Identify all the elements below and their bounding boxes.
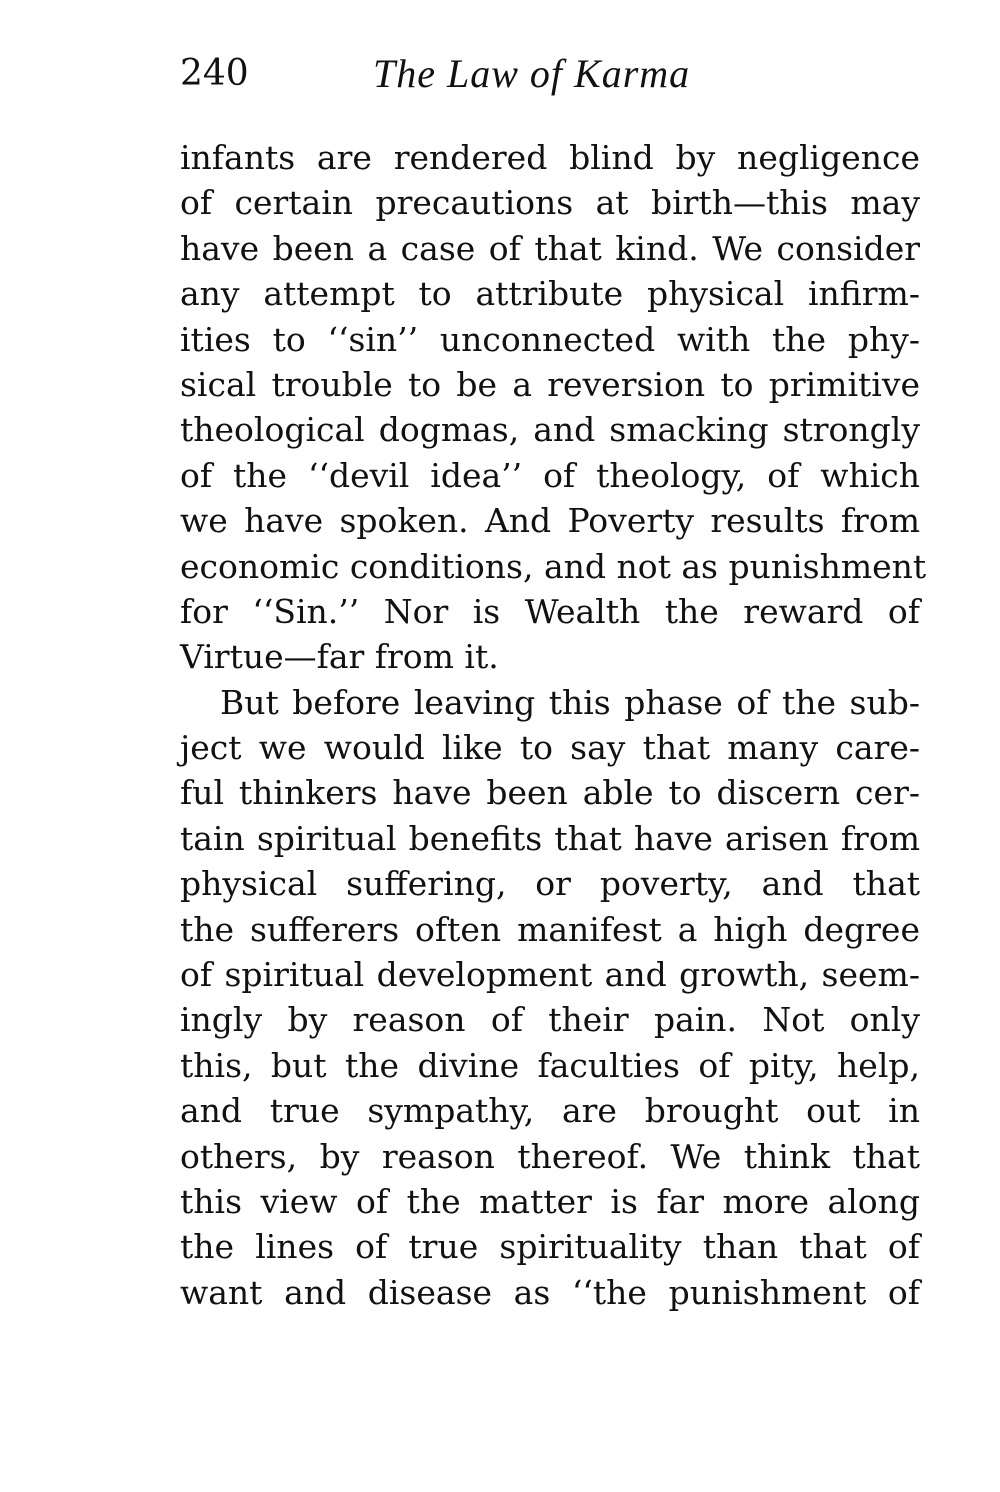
text-line: of spiritual development and growth, seem- xyxy=(180,955,920,995)
text-line: the lines of true spirituality than that of xyxy=(180,1227,920,1267)
paragraph-1 xyxy=(180,135,927,680)
text-line: this, but the divine faculties of pity, help, xyxy=(180,1045,920,1085)
text-line: sical trouble to be a reversion to primitive xyxy=(180,364,920,404)
text-line: and true sympathy, are brought out in xyxy=(180,1091,920,1131)
text-line: But before leaving this phase of the sub- xyxy=(220,682,920,722)
text-line: ities to ‘‘sin’’ unconnected with the phy- xyxy=(180,319,920,359)
text-line: the sufferers often manifest a high degree xyxy=(180,909,920,949)
text-line: physical suffering, or poverty, and that xyxy=(180,864,920,904)
paragraph-2 xyxy=(180,680,920,1315)
text-line: of certain precautions at birth—this may xyxy=(180,183,920,223)
text-line: theological dogmas, and smacking strongly xyxy=(180,410,920,450)
text-line: for ‘‘Sin.’’ Nor is Wealth the reward of xyxy=(180,591,920,631)
text-line: any attempt to attribute physical infirm- xyxy=(180,274,920,314)
page-number: 240 xyxy=(180,53,249,94)
body-text xyxy=(180,135,927,1315)
text-line: others, by reason thereof. We think that xyxy=(180,1136,920,1176)
text-line: Virtue—far from it. xyxy=(180,637,499,677)
text-line: of the ‘‘devil idea’’ of theology, of which xyxy=(180,455,920,495)
running-head: The Law of Karma xyxy=(373,51,691,96)
text-line: have been a case of that kind. We consider xyxy=(180,228,920,268)
text-line: tain spiritual benefits that have arisen from xyxy=(180,818,920,858)
text-line: infants are rendered blind by negligence xyxy=(180,138,920,177)
text-line: we have spoken. And Poverty results from xyxy=(180,501,920,541)
text-line: this view of the matter is far more along xyxy=(180,1181,920,1221)
page-header xyxy=(180,46,920,102)
text-line: ful thinkers have been able to discern cer- xyxy=(180,773,920,813)
text-line: ingly by reason of their pain. Not only xyxy=(180,1000,920,1040)
text-line: want and disease as ‘‘the punishment of xyxy=(180,1272,920,1312)
text-line: economic conditions, and not as punishment xyxy=(180,546,927,586)
text-line: ject we would like to say that many care- xyxy=(180,728,920,768)
